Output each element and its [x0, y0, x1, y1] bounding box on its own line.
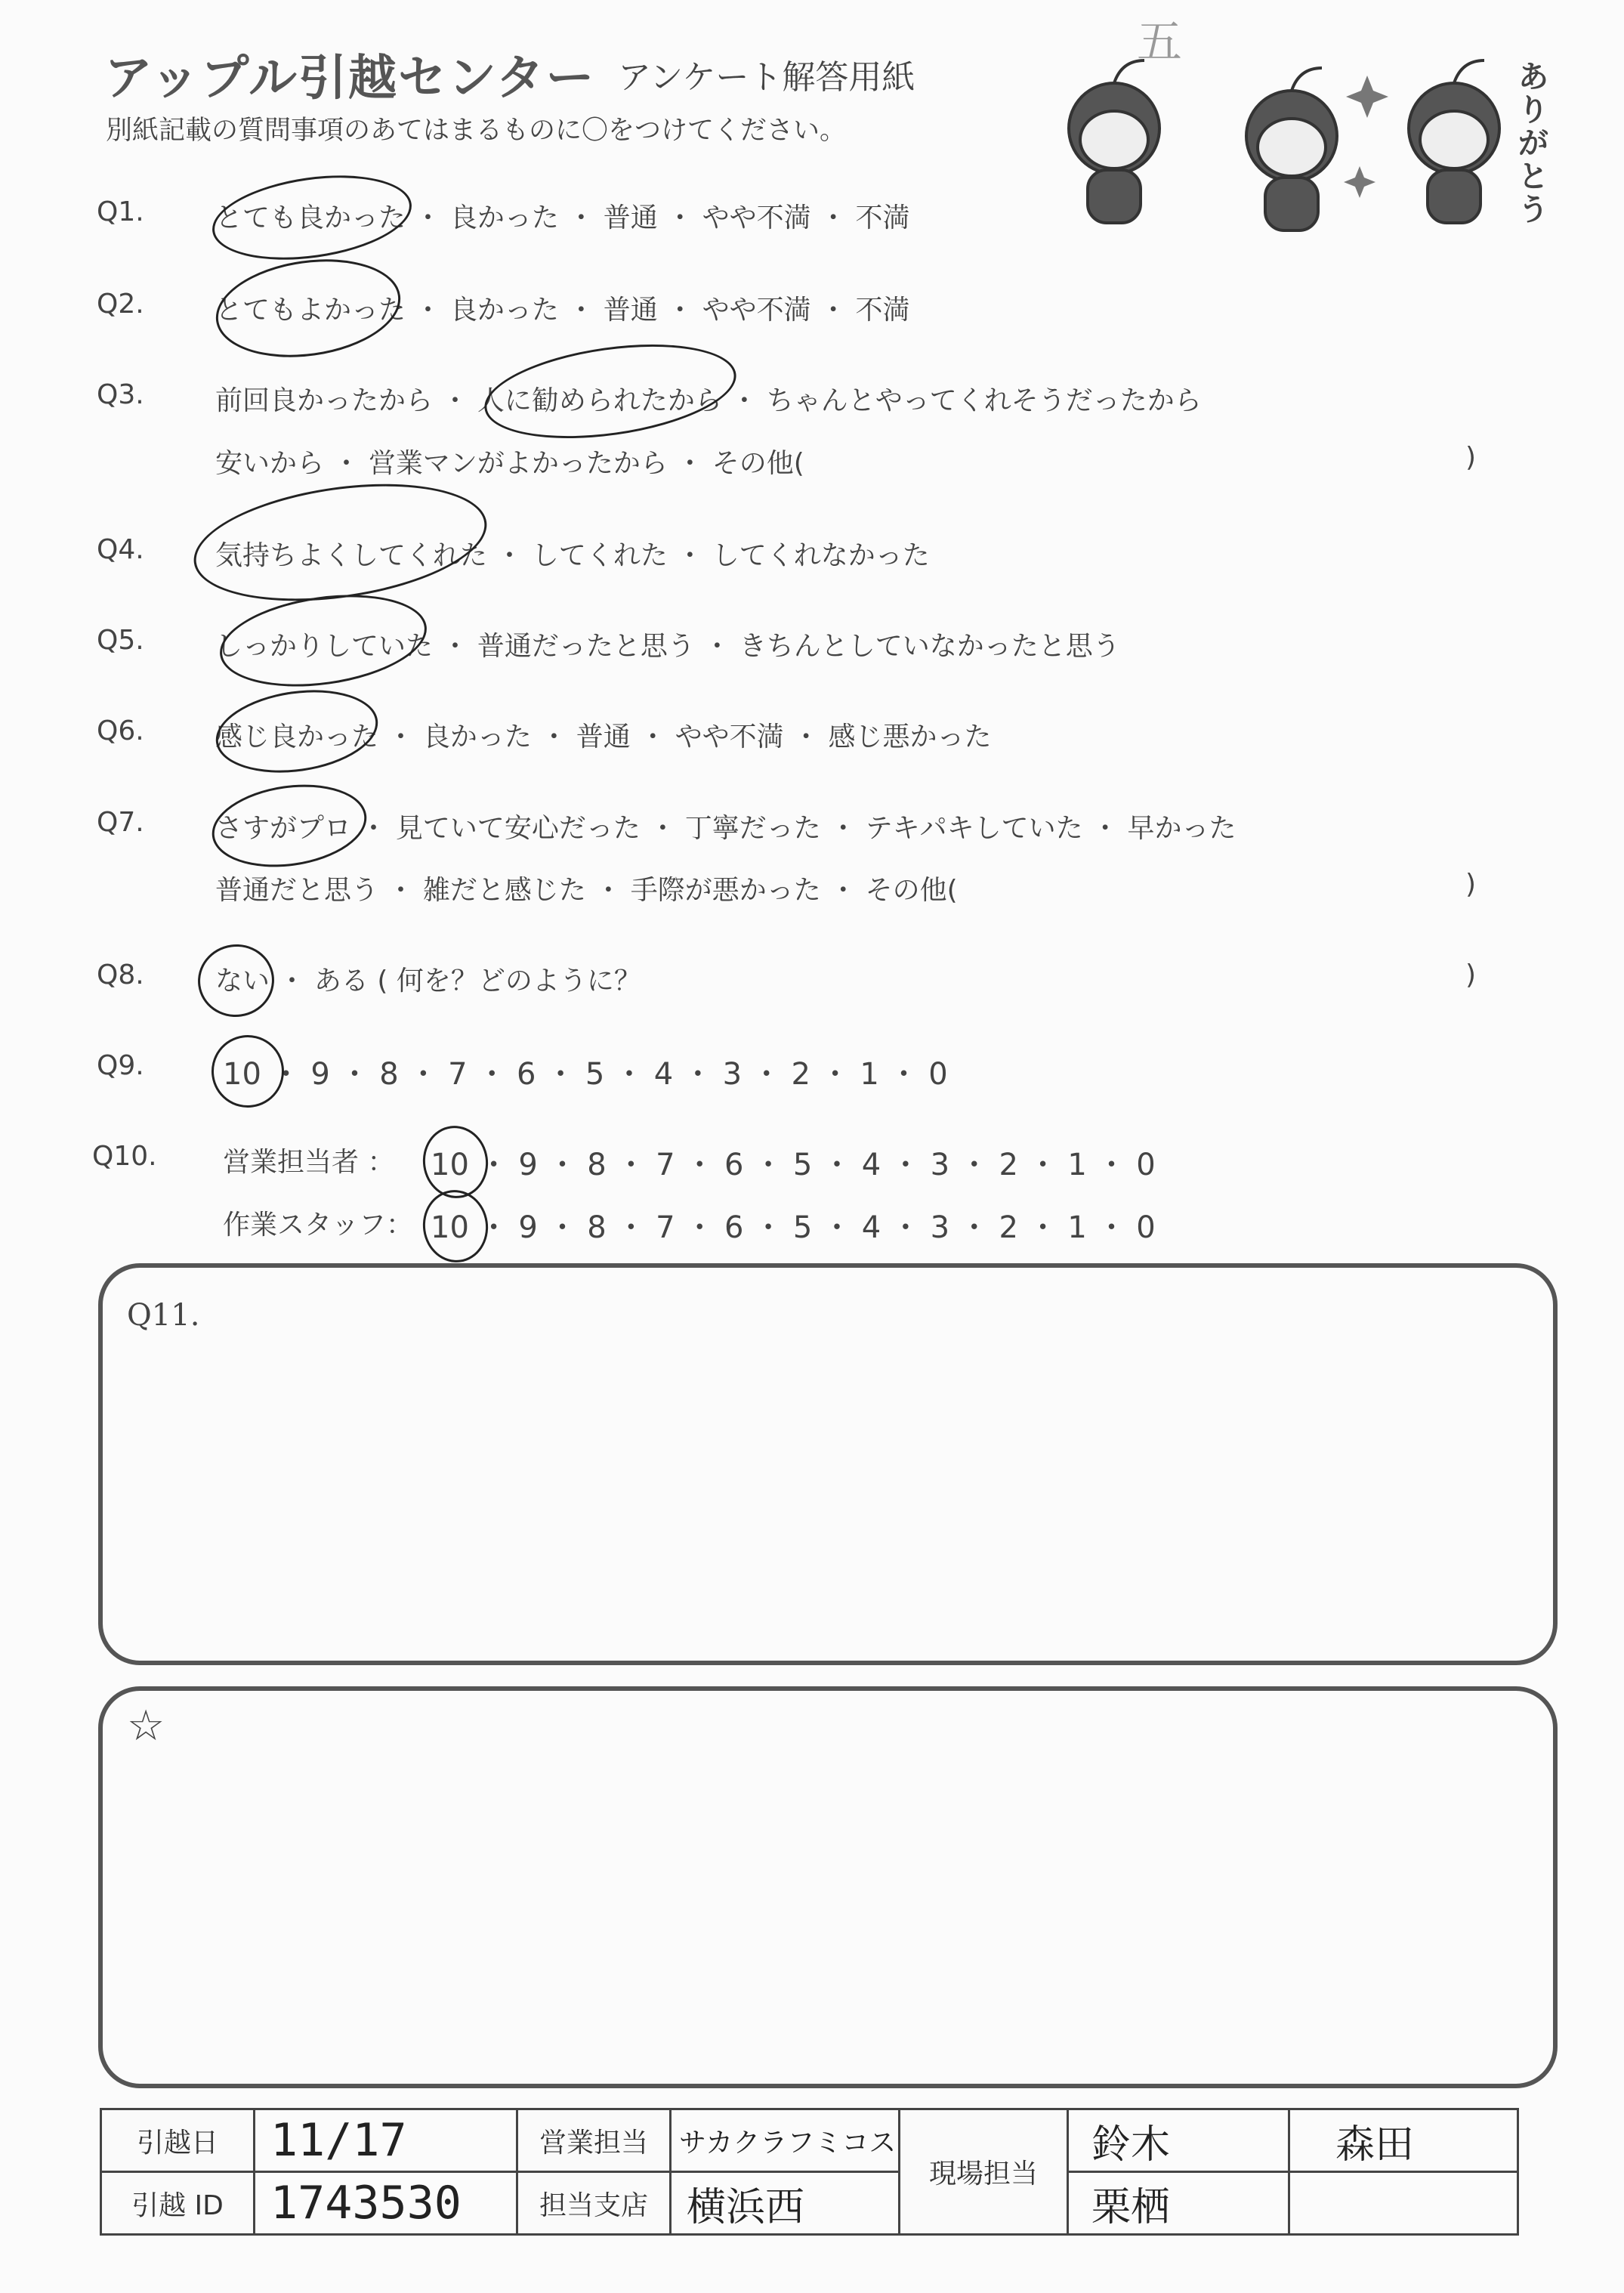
q4-options: 気持ちよくしてくれた ・ してくれた ・ してくれなかった	[215, 540, 930, 571]
moving-date-text: 11/17	[270, 2114, 407, 2167]
moving-date-label: 引越日	[101, 2109, 255, 2172]
q7-options-line2: 普通だと思う ・ 雑だと感じた ・ 手際が悪かった ・ その他(	[215, 875, 958, 906]
form-instruction: 別紙記載の質問事項のあてはまるものに〇をつけてください。	[106, 116, 847, 146]
q10-sales-label: 営業担当者 ：	[223, 1147, 395, 1178]
q10-sales-scale: 10 ・ 9 ・ 8 ・ 7 ・ 6 ・ 5 ・ 4 ・ 3 ・ 2 ・ 1 ・ 0	[431, 1148, 1156, 1182]
q7-answer-mark	[207, 775, 372, 876]
star-label: ☆	[127, 1701, 165, 1751]
q5-label: Q5.	[97, 625, 144, 656]
mascot-thanks-text: ありがとう	[1518, 60, 1548, 227]
q7-options-line1: さすがプロ ・ 見ていて安心だった ・ 丁寧だった ・ テキパキしていた ・ 早かった	[215, 813, 1237, 844]
branch-text: 横浜西	[687, 2184, 805, 2230]
site-staff-3-cell	[1068, 2172, 1289, 2235]
q1-options: とても良かった ・ 良かった ・ 普通 ・ やや不満 ・ 不満	[215, 202, 910, 233]
footer-info-table	[100, 2108, 1519, 2236]
q3-answer-mark	[479, 330, 743, 453]
q10-label: Q10.	[92, 1141, 157, 1172]
q9-label: Q9.	[97, 1050, 144, 1081]
moving-id-value	[255, 2172, 517, 2235]
q8-closing-paren: )	[1465, 960, 1477, 990]
q2-label: Q2.	[97, 289, 144, 320]
q5-options: しっかりしていた ・ 普通だったと思う ・ きちんとしていなかったと思う	[215, 631, 1120, 662]
q9-scale: 10 ・ 9 ・ 8 ・ 7 ・ 6 ・ 5 ・ 4 ・ 3 ・ 2 ・ 1 ・ 0	[223, 1057, 948, 1092]
q4-label: Q4.	[97, 534, 144, 565]
q10-staff-answer-mark	[418, 1185, 493, 1266]
q11-comment-box[interactable]	[98, 1263, 1558, 1665]
moving-date-value	[255, 2109, 517, 2172]
site-staff-2-cell	[1289, 2109, 1518, 2172]
site-staff-4-cell	[1289, 2172, 1518, 2235]
q1-label: Q1.	[97, 196, 144, 227]
q8-options: ない ・ ある ( 何を？どのように？	[215, 966, 641, 997]
q9-answer-mark	[207, 1031, 289, 1112]
site-staff-3: 栗栖	[1091, 2184, 1171, 2230]
q3-options-line2: 安いから ・ 営業マンがよかったから ・ その他(	[215, 448, 804, 479]
q6-answer-mark	[211, 680, 384, 782]
q3-label: Q3.	[97, 379, 144, 410]
corner-mark: 五	[1137, 16, 1182, 69]
q11-label: Q11.	[127, 1298, 200, 1333]
q10-staff-scale: 10 ・ 9 ・ 8 ・ 7 ・ 6 ・ 5 ・ 4 ・ 3 ・ 2 ・ 1 ・ 0	[431, 1210, 1156, 1245]
mascot-illustration	[1012, 45, 1556, 242]
q7-closing-paren: )	[1465, 869, 1477, 900]
q2-options: とてもよかった ・ 良かった ・ 普通 ・ やや不満 ・ 不満	[215, 295, 910, 326]
site-staff-1: 鈴木	[1091, 2121, 1171, 2168]
star-comment-box[interactable]	[98, 1686, 1558, 2088]
monkey-mascots-icon	[1012, 45, 1556, 242]
q7-label: Q7.	[97, 807, 144, 838]
q6-options: 感じ良かった ・ 良かった ・ 普通 ・ やや不満 ・ 感じ悪かった	[215, 722, 992, 752]
q8-answer-mark	[193, 939, 279, 1021]
moving-id-label: 引越 ID	[101, 2172, 255, 2235]
q3-options-line1: 前回良かったから ・ 人に勧められたから ・ ちゃんとやってくれそうだったから	[215, 385, 1202, 416]
branch-label: 担当支店	[517, 2172, 671, 2235]
sales-value	[671, 2109, 900, 2172]
q2-answer-mark	[209, 248, 406, 368]
sales-text: サカクラフミコス	[679, 2127, 897, 2159]
q1-answer-mark	[207, 164, 417, 271]
site-staff-1-cell	[1068, 2109, 1289, 2172]
moving-id-text: 1743530	[270, 2177, 462, 2230]
q6-label: Q6.	[97, 715, 144, 746]
sales-label: 営業担当	[517, 2109, 671, 2172]
q8-label: Q8.	[97, 960, 144, 990]
branch-value	[671, 2172, 900, 2235]
q3-closing-paren: )	[1465, 442, 1477, 473]
form-title: アップル引越センター	[104, 51, 596, 107]
site-staff-2: 森田	[1335, 2121, 1415, 2168]
form-subtitle: アンケート解答用紙	[618, 58, 915, 97]
site-label: 現場担当	[900, 2109, 1068, 2235]
q10-staff-label: 作業スタッフ：	[223, 1210, 414, 1241]
q5-answer-mark	[214, 583, 432, 698]
